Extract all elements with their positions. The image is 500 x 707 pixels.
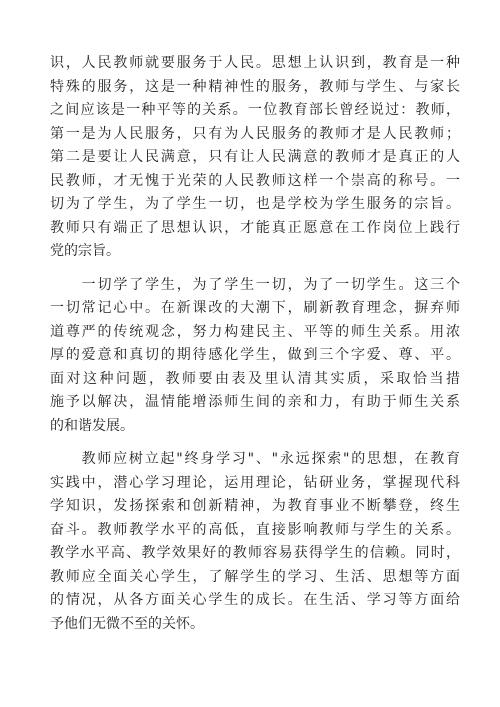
text-line: 切为了学生，为了学生一切，也是学校为学生服务的宗旨。 [50, 196, 460, 212]
text-line: 识，人民教师就要服务于人民。思想上认识到，教育是一种 [50, 55, 460, 71]
text-line: 之间应该是一种平等的关系。一位教育部长曾经说过：教师， [50, 102, 460, 118]
text-line: 教师应全面关心学生，了解学生的学习、生活、思想等方面 [50, 568, 460, 585]
document-page [50, 52, 460, 636]
text-line: 厚的爱意和真切的期待感化学生，做到三个字爱、尊、平。 [50, 347, 460, 363]
text-line: 面对这种问题，教师要由表及里认清其实质，采取恰当措 [50, 370, 460, 387]
text-line: 教师应树立起"终身学习"、"永远探索"的思想，在教育 [50, 451, 460, 467]
text-line: 的情况，从各方面关心学生的成长。在生活、学习等方面给 [50, 592, 460, 608]
text-line: 予他们无微不至的关怀。 [50, 615, 204, 632]
text-line: 的和谐发展。 [50, 417, 134, 434]
text-line: 一切常记心中。在新课改的大潮下，刷新教育理念，摒弃师 [50, 300, 460, 316]
text-line: 一切学了学生，为了学生一切，为了一切学生。这三个 [50, 276, 460, 293]
text-line: 教师只有端正了思想认识，才能真正愿意在工作岗位上践行 [50, 219, 460, 236]
text-line: 奋斗。教师教学水平的高低，直接影响教师与学生的关系。 [50, 521, 460, 538]
text-line: 民教师，才无愧于光荣的人民教师这样一个崇高的称号。一 [50, 172, 460, 189]
paragraph-1 [50, 52, 460, 264]
text-line: 学知识，发扬探索和创新精神，为教育事业不断攀登，终生 [50, 498, 460, 514]
text-line: 施予以解决，温情能增添师生间的亲和力，有助于师生关系 [50, 394, 460, 410]
text-line: 特殊的服务，这是一种精神性的服务，教师与学生、与家长 [50, 78, 460, 95]
text-line: 第一是为人民服务，只有为人民服务的教师才是人民教师； [50, 125, 460, 142]
text-line: 道尊严的传统观念，努力构建民主、平等的师生关系。用浓 [50, 323, 460, 340]
text-line: 党的宗旨。 [50, 243, 120, 259]
text-line: 第二是要让人民满意，只有让人民满意的教师才是真正的人 [50, 149, 460, 165]
text-line: 实践中，潜心学习理论，运用理论，钻研业务，掌握现代科 [50, 474, 460, 491]
text-line: 教学水平高、教学效果好的教师容易获得学生的信赖。同时， [50, 545, 460, 561]
paragraph-3 [50, 448, 460, 636]
paragraph-2 [50, 274, 460, 439]
